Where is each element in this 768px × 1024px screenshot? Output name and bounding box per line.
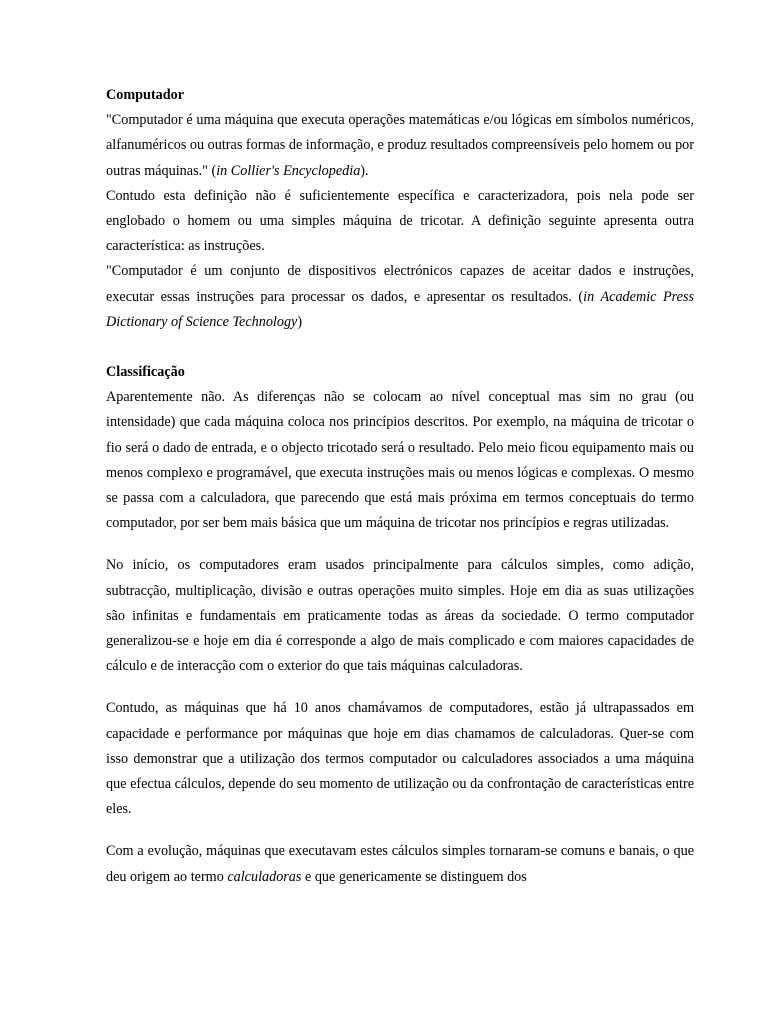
definition-2-source: in Academic Press Dictionary of Science Technology — [106, 288, 694, 330]
calculadoras-term: calculadoras — [227, 868, 302, 885]
classification-paragraph-3: Contudo, as máquinas que há 10 anos chamávamos de computadores, estão já ultrapassados em capacidade e performance por máquinas que hoje em dias chamamos de calculadoras. Quer-se com isso demonstrar que a utilização dos termos computador ou calculadores associados a uma máquina que efectua cálculos, depende do seu momento de utilização ou da confrontação de características entre eles. — [106, 700, 694, 818]
definition-1-text: "Computador é uma máquina que executa operações matemáticas e/ou lógicas em símbolos numéricos, alfanuméricos ou outras formas de informação, e produz resultados compreensíveis pelo homem ou por outras máquinas." ( — [106, 112, 694, 179]
definition-1-close: ). — [360, 162, 369, 179]
document-body — [106, 83, 694, 890]
paragraph-spacer — [106, 822, 694, 839]
section-heading-classificacao: Classificação — [106, 364, 185, 381]
commentary-paragraph: Contudo esta definição não é suficientemente específica e caracterizadora, pois nela pode ser englobado o homem ou uma simples máquina de tricotar. A definição seguinte apresenta outra característica: as instruções. — [106, 187, 694, 255]
section-spacer — [106, 335, 694, 360]
classification-paragraph-2: No início, os computadores eram usados principalmente para cálculos simples, como adição, subtracção, multiplicação, divisão e outras operações muito simples. Hoje em dia as suas utilizações são infinitas e fundamentais em praticamente todas as áreas da sociedade. O termo computador generalizou-se e hoje em dia é corresponde a algo de mais complicado e com maiores capacidades de cálculo e de interacção com o exterior do que tais máquinas calculadoras. — [106, 557, 694, 675]
classification-4-text: Com a evolução, máquinas que executavam estes cálculos simples tornaram-se comuns e banais, o que deu origem ao termo — [106, 843, 694, 885]
classification-4-rest: e que genericamente se distinguem dos — [301, 868, 527, 885]
paragraph-spacer — [106, 536, 694, 553]
classification-paragraph-1: Aparentemente não. As diferenças não se colocam ao nível conceptual mas sim no grau (ou intensidade) que cada máquina coloca nos princípios descritos. Por exemplo, na máquina de tricotar o fio será o dado de entrada, e o objecto tricotado será o resultado. Pelo meio ficou equipamento mais ou menos complexo e programável, que executa instruções mais ou menos lógicas e complexas. O mesmo se passa com a calculadora, que parecendo que está mais próxima em termos conceptuais do termo computador, por ser bem mais básica que um máquina de tricotar nos princípios e regras utilizadas. — [106, 389, 694, 532]
paragraph-spacer — [106, 679, 694, 696]
definition-1-source: in Collier's Encyclopedia — [216, 162, 361, 179]
classification-paragraph-4 — [106, 839, 694, 889]
section-heading-computador: Computador — [106, 87, 185, 103]
definition-paragraph-1 — [106, 108, 694, 184]
definition-2-close: ) — [297, 313, 303, 330]
definition-2-text: "Computador é um conjunto de dispositivos electrónicos capazes de aceitar dados e instruções, executar essas instruções para processar os dados, e apresentar os resultados. ( — [106, 263, 694, 305]
definition-paragraph-2 — [106, 259, 694, 335]
